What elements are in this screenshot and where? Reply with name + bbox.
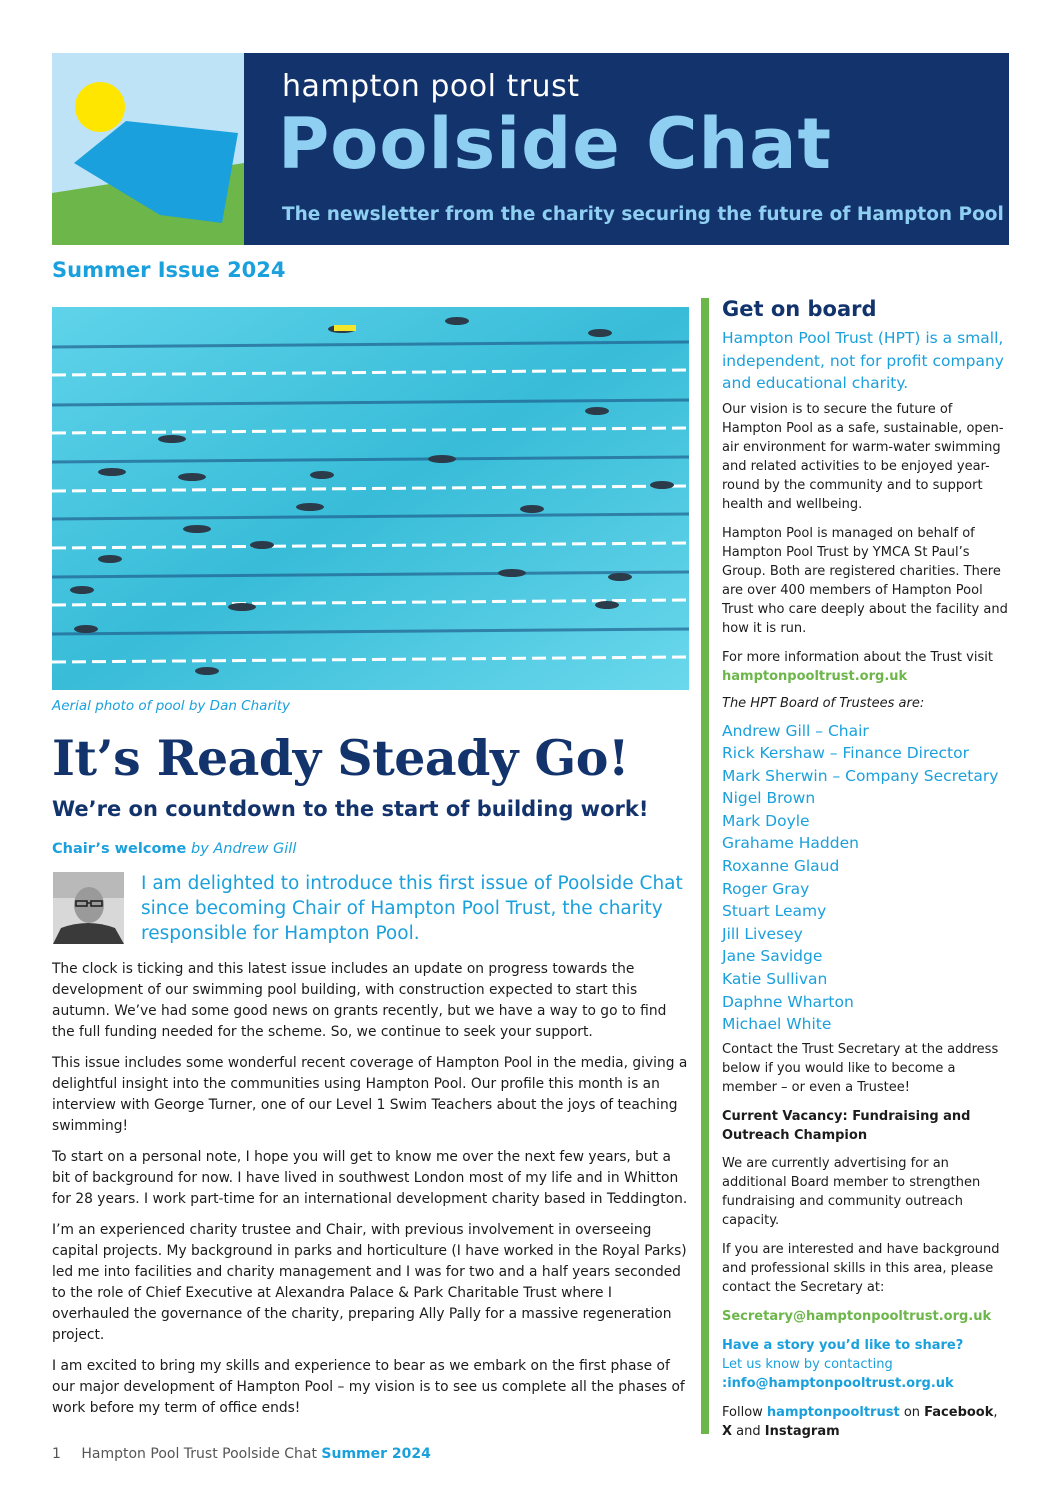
byline-section: Chair’s welcome [52, 841, 187, 857]
sidebar-more-info [722, 648, 1012, 686]
logo-graphic [52, 53, 244, 245]
trustee-item: Nigel Brown [722, 789, 816, 808]
aerial-pool-photo [52, 307, 689, 690]
masthead-tagline: The newsletter from the charity securing the future of Hampton Pool [282, 204, 1004, 225]
pool-image [52, 307, 689, 690]
footer-publication: Hampton Pool Trust Poolside Chat [81, 1446, 317, 1462]
instagram-link[interactable]: Instagram [764, 1423, 840, 1439]
follow-and: and [736, 1423, 761, 1439]
trust-name: hampton pool trust [282, 69, 580, 104]
story-block [722, 1336, 1012, 1393]
issue-label: Summer Issue 2024 [52, 258, 286, 282]
sidebar-interested: If you are interested and have background and professional skills in this area, please contact the Secretary at: [722, 1241, 1000, 1295]
page-footer [52, 1446, 431, 1462]
x-link[interactable]: X [722, 1423, 733, 1439]
article-paragraph: This issue includes some wonderful recent coverage of Hampton Pool in the media, giving a delightful insight into the communities using Hampton Pool. Our profile this month is an interview with George Turner, one of our Level 1 Swim Teachers about the joys of teaching swimming! [52, 1055, 688, 1134]
sidebar-contact: Contact the Trust Secretary at the address below if you would like to become a member – or even a Trustee! [722, 1041, 999, 1095]
article-headline: It’s Ready Steady Go! [52, 729, 629, 787]
sidebar-vision: Our vision is to secure the future of Hampton Pool as a safe, sustainable, open-air environment for warm-water swimming and related activities to be enjoyed year-round by the community and to support health and wellbeing. [722, 401, 1004, 512]
trustee-item: Grahame Hadden [722, 834, 859, 853]
chair-portrait [53, 872, 124, 944]
page-number: 1 [52, 1446, 61, 1462]
byline-author: by Andrew Gill [190, 841, 297, 857]
masthead-title: Poolside Chat [278, 103, 832, 185]
trustee-item: Katie Sullivan [722, 970, 828, 989]
sun-icon [75, 82, 125, 132]
trust-logo [52, 53, 244, 245]
info-email-link[interactable]: :info@hamptonpooltrust.org.uk [722, 1375, 954, 1391]
trustee-item: Mark Doyle [722, 811, 810, 830]
article-subheadline: We’re on countdown to the start of building work! [52, 797, 649, 821]
story-question: Have a story you’d like to share? [722, 1337, 964, 1353]
sidebar-heading: Get on board [722, 297, 877, 321]
article-body [52, 959, 692, 1429]
article-intro: I am delighted to introduce this first issue of Poolside Chat since becoming Chair of Hampton Pool Trust, the charity responsible for Hampton Pool. [141, 873, 683, 944]
article-paragraph: The clock is ticking and this latest issue includes an update on progress towards the development of our swimming pool building, with construction expected to start this autumn. We’ve had some good news on grants recently, but we have a way to go to find the full funding needed for the scheme. So, we continue to seek your support. [52, 961, 667, 1040]
trustee-item: Jill Livesey [722, 924, 803, 943]
board-intro: The HPT Board of Trustees are: [722, 695, 925, 711]
trustee-item: Stuart Leamy [722, 902, 827, 921]
trustee-item: Michael White [722, 1015, 832, 1034]
story-text: Let us know by contacting [722, 1356, 893, 1372]
portrait-image [53, 872, 124, 944]
follow-line [722, 1403, 1012, 1441]
more-info-text: For more information about the Trust visit [722, 649, 993, 665]
article-paragraph: To start on a personal note, I hope you will get to know me over the next few years, but a bit of background for now. I have lived in southwest London most of my life and in Whitton for 28 years. I work part-time for an international development charity based in Teddington. [52, 1149, 688, 1207]
follow-on: on [903, 1404, 921, 1420]
sidebar-get-on-board [722, 297, 1012, 1441]
trustee-item: Daphne Wharton [722, 992, 854, 1011]
sidebar-managed: Hampton Pool is managed on behalf of Hampton Pool Trust by YMCA St Paul’s Group. Both are registered charities. There are over 400 members of Hampton Pool Trust who care deeply about the facility and how it is run. [722, 525, 1008, 636]
website-link[interactable]: hamptonpooltrust.org.uk [722, 668, 908, 684]
trustee-item: Roxanne Glaud [722, 857, 840, 876]
social-handle-link[interactable]: hamptonpooltrust [766, 1404, 900, 1420]
secretary-email-link[interactable]: Secretary@hamptonpooltrust.org.uk [722, 1308, 992, 1324]
article-byline [52, 841, 296, 857]
trustee-item: Jane Savidge [722, 947, 823, 966]
masthead-band [244, 53, 1009, 245]
trustee-item: Mark Sherwin – Company Secretary [722, 766, 999, 785]
footer-season: Summer 2024 [321, 1446, 431, 1462]
article-paragraph: I am excited to bring my skills and experience to bear as we embark on the first phase of our major development of Hampton Pool – my vision is to see us complete all the phases of work before my term of office ends! [52, 1358, 685, 1416]
vacancy-title: Current Vacancy: Fundraising and Outreach Champion [722, 1108, 971, 1143]
secretary-email-line [722, 1307, 1012, 1326]
facebook-link[interactable]: Facebook [924, 1404, 994, 1420]
sidebar-rule [701, 298, 709, 1434]
vacancy-text: We are currently advertising for an additional Board member to strengthen fundraising and community outreach capacity. [722, 1155, 981, 1228]
sidebar-lead: Hampton Pool Trust (HPT) is a small, independent, not for profit company and educational charity. [722, 329, 1004, 392]
follow-comma: , [993, 1404, 998, 1420]
trustee-list [722, 720, 1012, 1036]
trustee-item: Roger Gray [722, 879, 810, 898]
article-paragraph: I’m an experienced charity trustee and Chair, with previous involvement in overseeing capital projects. My background in parks and horticulture (I have worked in the Royal Parks) led me into facilities and charity management and I was for two and a half years seconded to the role of Chief Executive at Alexandra Palace & Park Charitable Trust where I overhauled the governance of the charity, preparing Ally Pally for a massive regeneration project. [52, 1222, 687, 1343]
trustee-item: Andrew Gill – Chair [722, 721, 869, 740]
trustee-item: Rick Kershaw – Finance Director [722, 744, 969, 763]
photo-caption: Aerial photo of pool by Dan Charity [52, 698, 291, 714]
follow-prefix: Follow [722, 1404, 763, 1420]
